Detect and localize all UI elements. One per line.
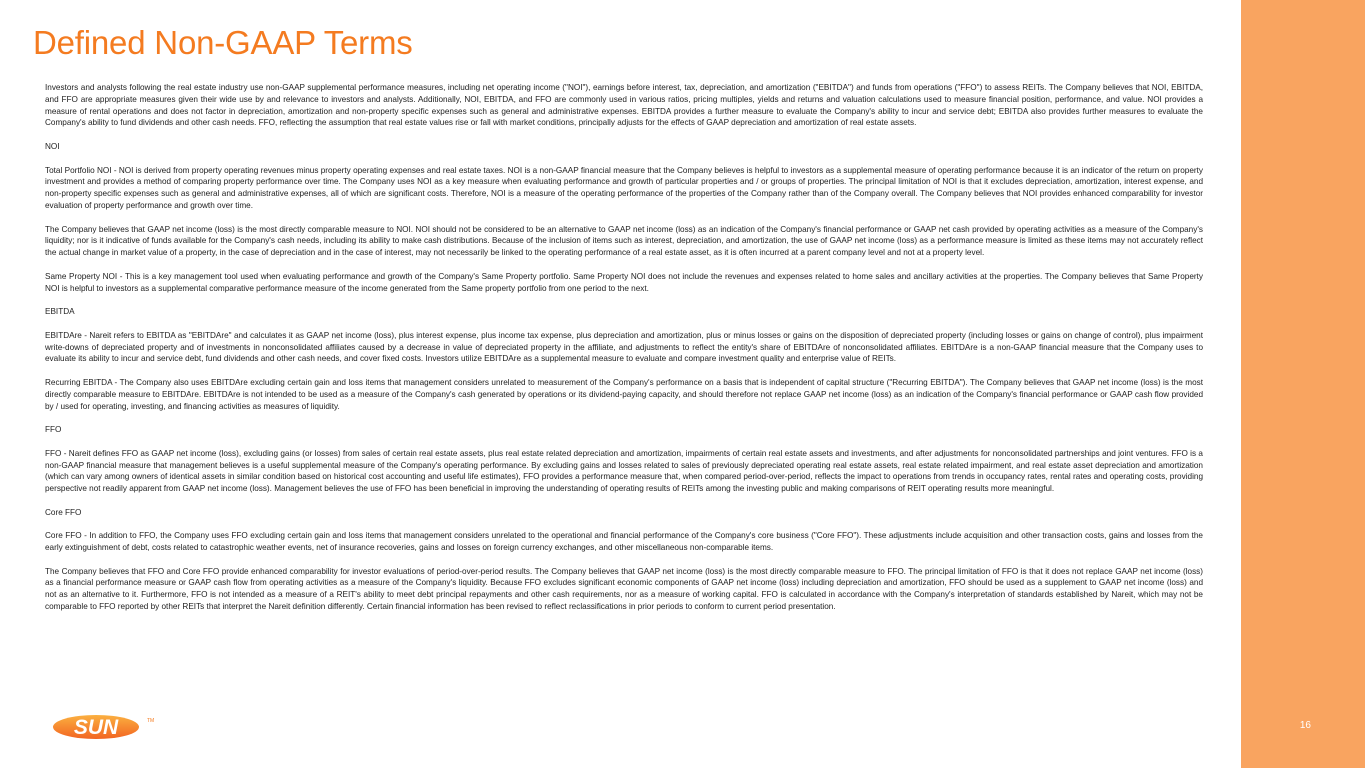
sun-logo (52, 712, 162, 742)
page-title: Defined Non-GAAP Terms (33, 24, 413, 61)
ffo-comparability-paragraph: The Company believes that FFO and Core FFO provide enhanced comparability for investor evaluations of period-over-period results. The Company believes that GAAP net income (loss) is the most directly comparable measure to FFO. The principal limitation of FFO is that it does not replace GAAP net income (loss) as a financial performance measure or GAAP cash flow from operating activities as a measure of the Company's liquidity. Because FFO excludes significant economic components of GAAP net income (loss) including depreciation and amortization, FFO should be used as a supplement to GAAP net income (loss) and not as an alternative to it. Furthermore, FFO is not intended as a measure of a REIT's ability to meet debt principal repayments and other cash requirements, nor as a measure of working capital. FFO is calculated in accordance with the Company's interpretation of standards established by Nareit, which may not be comparable to FFO reported by other REITs that interpret the Nareit definition differently. Certain financial information has been revised to reflect reclassifications in prior periods to conform to current period presentation. (45, 566, 1203, 612)
noi-comparison-paragraph: The Company believes that GAAP net income (loss) is the most directly comparable measure to NOI. NOI should not be considered to be an alternative to GAAP net income (loss) as an indication of the Company's financial performance or GAAP net cash provided by operating activities as a measure of the Company's liquidity; nor is it indicative of funds available for the Company's cash needs, including its ability to make cash distributions. Because of the inclusion of items such as interest, depreciation, and amortization, the use of GAAP net income (loss) as a performance measure is limited as these items may not accurately reflect the actual change in market value of a property, in the case of depreciation and in the case of interest, may not necessarily be linked to the operating performance of a real estate asset, as it is often incurred at a parent company level and not at a property level. (45, 224, 1203, 258)
same-property-noi-paragraph: Same Property NOI - This is a key management tool used when evaluating performance and growth of the Company's Same Property portfolio. Same Property NOI does not include the revenues and expenses related to home sales and ancillary activities at the properties. The Company believes that Same Property NOI is helpful to investors as a supplemental comparative performance measure of the income generated from the Same property portfolio from one period to the next. (45, 271, 1203, 293)
page-number: 16 (1299, 720, 1311, 731)
section-heading-ebitda: EBITDA (45, 307, 75, 317)
ebitdare-paragraph: EBITDAre - Nareit refers to EBITDA as "EBITDAre" and calculates it as GAAP net income (loss), plus interest expense, plus income tax expense, plus depreciation and amortization, plus or minus losses or gains on the disposition of depreciated property (including losses or gains on change of control), plus impairment write-downs of depreciated property and of investments in nonconsolidated affiliates caused by a decrease in value of depreciated property in the affiliate, and adjustments to reflect the entity's share of EBITDAre of nonconsolidated affiliates. EBITDAre is a non-GAAP financial measure that the Company uses to evaluate its ability to incur and service debt, fund dividends and other cash needs, and cover fixed costs. Investors utilize EBITDAre as a supplemental measure to evaluate and compare investment quality and enterprise value of REITs. (45, 330, 1203, 364)
intro-paragraph: Investors and analysts following the real estate industry use non-GAAP supplemental performance measures, including net operating income ("NOI"), earnings before interest, tax, depreciation, and amortization ("EBITDA") and funds from operations ("FFO") to assess REITs. The Company believes that NOI, EBITDA, and FFO are appropriate measures given their wide use by and relevance to investors and analysts. Additionally, NOI, EBITDA, and FFO are commonly used in various ratios, pricing multiples, yields and returns and valuation calculations used to measure financial position, performance, and value. NOI provides a measure of rental operations and does not factor in depreciation, amortization and non-property specific expenses such as general and administrative expenses. EBITDA provides a further measure to evaluate the Company's ability to incur and service debt; EBITDA also provides further measures to evaluate the Company's ability to fund dividends and other cash needs. FFO, reflecting the assumption that real estate values rise or fall with market conditions, principally adjusts for the effects of GAAP depreciation and amortization of real estate assets. (45, 83, 1203, 128)
logo-text: SUN (73, 716, 119, 739)
orange-sidebar (1241, 0, 1365, 768)
body-text (45, 82, 1203, 625)
ffo-paragraph: FFO - Nareit defines FFO as GAAP net income (loss), excluding gains (or losses) from sales of certain real estate assets, plus real estate related depreciation and amortization, impairments of certain real estate assets and investments, and after adjustments for nonconsolidated partnerships and joint ventures. FFO is a non-GAAP financial measure that management believes is a useful supplemental measure of the Company's operating performance. By excluding gains and losses related to sales of previously depreciated operating real estate assets, real estate related impairment, and real estate asset depreciation and amortization (which can vary among owners of identical assets in similar condition based on historical cost accounting and useful life estimates), FFO provides a performance measure that, when compared period-over-period, reflects the impact to operations from trends in occupancy rates, rental rates and operating costs, providing perspective not readily apparent from GAAP net income (loss). Management believes the use of FFO has been beneficial in improving the understanding of operating results of REITs among the investing public and making comparisons of REIT operating results more meaningful. (45, 448, 1203, 494)
section-heading-noi: NOI (45, 141, 60, 151)
logo-trademark: TM (147, 718, 155, 724)
total-portfolio-noi-paragraph: Total Portfolio NOI - NOI is derived from property operating revenues minus property operating expenses and real estate taxes. NOI is a non-GAAP financial measure that the Company believes is helpful to investors as a supplemental measure of operating performance because it is an indicator of the return on property investment and provides a method of comparing property performance over time. The Company uses NOI as a key measure when evaluating performance and growth of particular properties and / or groups of properties. The principal limitation of NOI is that it excludes depreciation, amortization, interest expense, and non-property specific expenses such as general and administrative expenses, all of which are significant costs. Therefore, NOI is a measure of the operating performance of the properties of the Company rather than of the Company overall. The Company believes that NOI provides enhanced comparability for investor evaluation of property performance and growth over time. (45, 165, 1203, 210)
section-heading-core-ffo: Core FFO (45, 507, 82, 517)
core-ffo-paragraph: Core FFO - In addition to FFO, the Company uses FFO excluding certain gain and loss items that management considers unrelated to the operational and financial performance of the Company's core business ("Core FFO"). These adjustments include acquisition and other transaction costs, gains and losses from the early extinguishment of debt, costs related to catastrophic weather events, net of insurance recoveries, gains and losses on foreign currency exchanges, and other miscellaneous non-comparable items. (45, 531, 1203, 553)
section-heading-ffo: FFO (45, 425, 62, 435)
recurring-ebitda-paragraph: Recurring EBITDA - The Company also uses EBITDAre excluding certain gain and loss items that management considers unrelated to measurement of the Company's performance on a basis that is independent of capital structure ("Recurring EBITDA"). The Company believes that GAAP net income (loss) is the most directly comparable measure to EBITDAre. EBITDAre is not intended to be used as a measure of the Company's cash generated by operations or its dividend-paying capacity, and should therefore not replace GAAP net income (loss) as an indication of the Company's financial performance or GAAP cash flow provided by / used for operating, investing, and financing activities as measures of liquidity. (45, 377, 1203, 411)
